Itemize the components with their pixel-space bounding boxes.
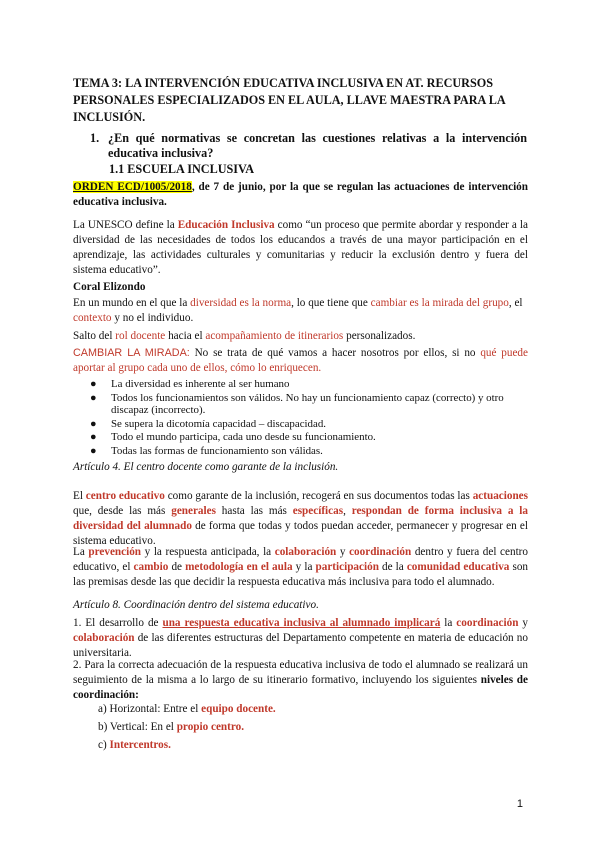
principles-list <box>90 378 530 458</box>
p1-highlight-b: una respuesta educativa inclusiva al alumnado implicará <box>162 617 441 629</box>
prev-highlight-j: metodología en el aula <box>185 561 293 573</box>
level-horizontal <box>98 702 276 717</box>
level-value: equipo docente. <box>201 703 276 715</box>
prev-highlight-n: comunidad educativa <box>406 561 510 573</box>
bullet-icon: ● <box>90 417 97 430</box>
orden-text: , de 7 de junio, por la que se regulan las actuaciones de intervención educativa inclusiva. <box>73 181 528 208</box>
salto-text-a: Salto del <box>73 330 116 342</box>
centro-text-e: que, desde las más <box>73 505 172 517</box>
centro-highlight-h: específicas <box>292 505 344 517</box>
p2-text-a: 2. Para la correcta adecuación de la respuesta educativa inclusiva de todo el alumnado se realizará un seguimiento de la misma a lo largo de su itinerario formativo, incluyendo los siguientes <box>73 659 528 686</box>
prevencion-paragraph <box>73 545 528 590</box>
unesco-text-c: como “un proceso que permite abordar y responder a la diversidad de las necesidades de todos los educandos a través de una mayor participación en el aprendizaje, las actividades culturales y comunitarias y reducir la exclusión dentro y fuera del sistema educativo”. <box>73 219 528 276</box>
centro-text-i: , <box>343 505 352 517</box>
article-8-paragraph-1 <box>73 616 528 661</box>
question-text: ¿En qué normativas se concretan las cuestiones relativas a la intervención educativa inclusiva? <box>108 131 527 160</box>
level-value: Intercentros. <box>109 739 171 751</box>
coral-highlight-b: diversidad es la norma <box>190 297 292 309</box>
list-item-text: Se supera la dicotomía capacidad – discapacidad. <box>111 417 326 430</box>
prev-text-g: dentro y fuera del centro educativo, el <box>73 546 528 573</box>
page-number: 1 <box>516 798 523 810</box>
centro-paragraph <box>73 489 528 549</box>
unesco-paragraph <box>73 218 528 278</box>
coral-highlight-d: cambiar es la mirada del grupo <box>370 297 509 309</box>
salto-paragraph <box>73 329 528 344</box>
centro-text-c: como garante de la inclusión, recogerá en sus documentos todas las <box>164 490 473 502</box>
list-item <box>90 378 530 391</box>
prev-text-k: y la <box>292 561 316 573</box>
prev-text-a: La <box>73 546 89 558</box>
prev-highlight-b: prevención <box>88 546 142 558</box>
coral-heading: Coral Elizondo <box>73 281 146 293</box>
bullet-icon: ● <box>90 391 97 404</box>
list-item-text: Todas las formas de funcionamiento son válidas. <box>111 444 323 457</box>
coral-text-c: , lo que tiene que <box>291 297 371 309</box>
salto-highlight-d: acompañamiento de itinerarios <box>205 330 344 342</box>
cambiar-highlight: qué puede aportar al grupo cada uno de ellos, cómo lo enriquecen. <box>73 347 528 374</box>
centro-text-g: hasta las más <box>215 505 293 517</box>
list-item <box>90 445 530 458</box>
coral-paragraph <box>73 296 528 326</box>
level-intercentros <box>98 738 171 753</box>
coral-text-a: En un mundo en el que la <box>73 297 191 309</box>
p1-text-c: la <box>440 617 457 629</box>
centro-highlight-d: actuaciones <box>472 490 528 502</box>
centro-highlight-b: centro educativo <box>85 490 165 502</box>
centro-text-a: El <box>73 490 86 502</box>
cambiar-paragraph <box>73 346 528 376</box>
level-label: a) Horizontal: Entre el <box>98 703 202 715</box>
prev-highlight-h: cambio <box>133 561 169 573</box>
prev-highlight-f: coordinación <box>349 546 412 558</box>
page-title: TEMA 3: LA INTERVENCIÓN EDUCATIVA INCLUSIVA EN AT. RECURSOS PERSONALES ESPECIALIZADOS EN EL AULA, LLAVE MAESTRA PARA LA INCLUSIÓN. <box>73 76 505 124</box>
prev-text-o: son las premisas desde las que decidir la respuesta educativa más inclusiva para todo el alumnado. <box>73 561 529 588</box>
level-vertical <box>98 720 244 735</box>
orden-reference: ORDEN ECD/1005/2018 <box>73 181 192 193</box>
salto-text-e: personalizados. <box>343 330 416 342</box>
bullet-icon: ● <box>90 378 97 390</box>
prev-text-e: y <box>336 546 350 558</box>
coral-text-e: , el <box>508 297 523 309</box>
p2-highlight-b: niveles de coordinación: <box>73 674 528 701</box>
list-item-text: Todo el mundo participa, cada uno desde su funcionamiento. <box>111 431 376 443</box>
section-heading: 1.1 ESCUELA INCLUSIVA <box>109 162 255 176</box>
article-8-heading: Artículo 8. Coordinación dentro del sistema educativo. <box>73 599 319 611</box>
p1-text-e: y <box>518 617 529 629</box>
question-number: 1. <box>90 131 100 145</box>
prev-text-c: y la respuesta anticipada, la <box>141 546 275 558</box>
salto-text-c: hacia el <box>165 330 206 342</box>
cambiar-label: CAMBIAR LA MIRADA: <box>73 347 190 359</box>
coral-text-g: y no el individuo. <box>111 312 194 324</box>
list-item <box>90 418 530 431</box>
orden-paragraph <box>73 180 528 210</box>
prev-text-i: de <box>168 561 186 573</box>
centro-highlight-f: generales <box>171 505 216 517</box>
article-4-heading: Artículo 4. El centro docente como garante de la inclusión. <box>73 461 339 473</box>
bullet-icon: ● <box>90 431 97 443</box>
centro-text-k: de forma que todas y todos puedan acceder, permanecer y progresar en el sistema educativo. <box>73 520 528 547</box>
cambiar-text: No se trata de qué vamos a hacer nosotros por ellos, si no <box>189 347 481 359</box>
p1-text-a: 1. El desarrollo de <box>73 617 163 629</box>
list-item <box>90 431 530 444</box>
prev-text-m: de la <box>378 561 407 573</box>
list-item-text: La diversidad es inherente al ser humano <box>111 378 290 390</box>
prev-highlight-l: participación <box>315 561 379 573</box>
level-value: propio centro. <box>176 721 245 733</box>
centro-highlight-j: respondan de forma inclusiva a la diversidad del alumnado <box>73 505 528 532</box>
p1-text-g: de las diferentes estructuras del Departamento competente en materia de educación no universitaria. <box>73 632 528 659</box>
unesco-text-a: La UNESCO define la <box>73 219 178 231</box>
question-heading <box>90 131 527 161</box>
salto-highlight-b: rol docente <box>115 330 166 342</box>
list-item-text: Todos los funcionamientos son válidos. No hay un funcionamiento capaz (correcto) y otro discapaz (incorrecto). <box>111 391 504 416</box>
unesco-highlight: Educación Inclusiva <box>177 219 275 231</box>
level-label: c) <box>98 739 110 751</box>
article-8-paragraph-2 <box>73 658 528 703</box>
bullet-icon: ● <box>90 444 97 457</box>
coral-highlight-f: contexto <box>73 312 112 324</box>
level-label: b) Vertical: En el <box>98 721 177 733</box>
prev-highlight-d: colaboración <box>274 546 337 558</box>
p1-highlight-f: colaboración <box>73 632 135 644</box>
p1-highlight-d: coordinación <box>456 617 519 629</box>
list-item <box>90 392 530 417</box>
